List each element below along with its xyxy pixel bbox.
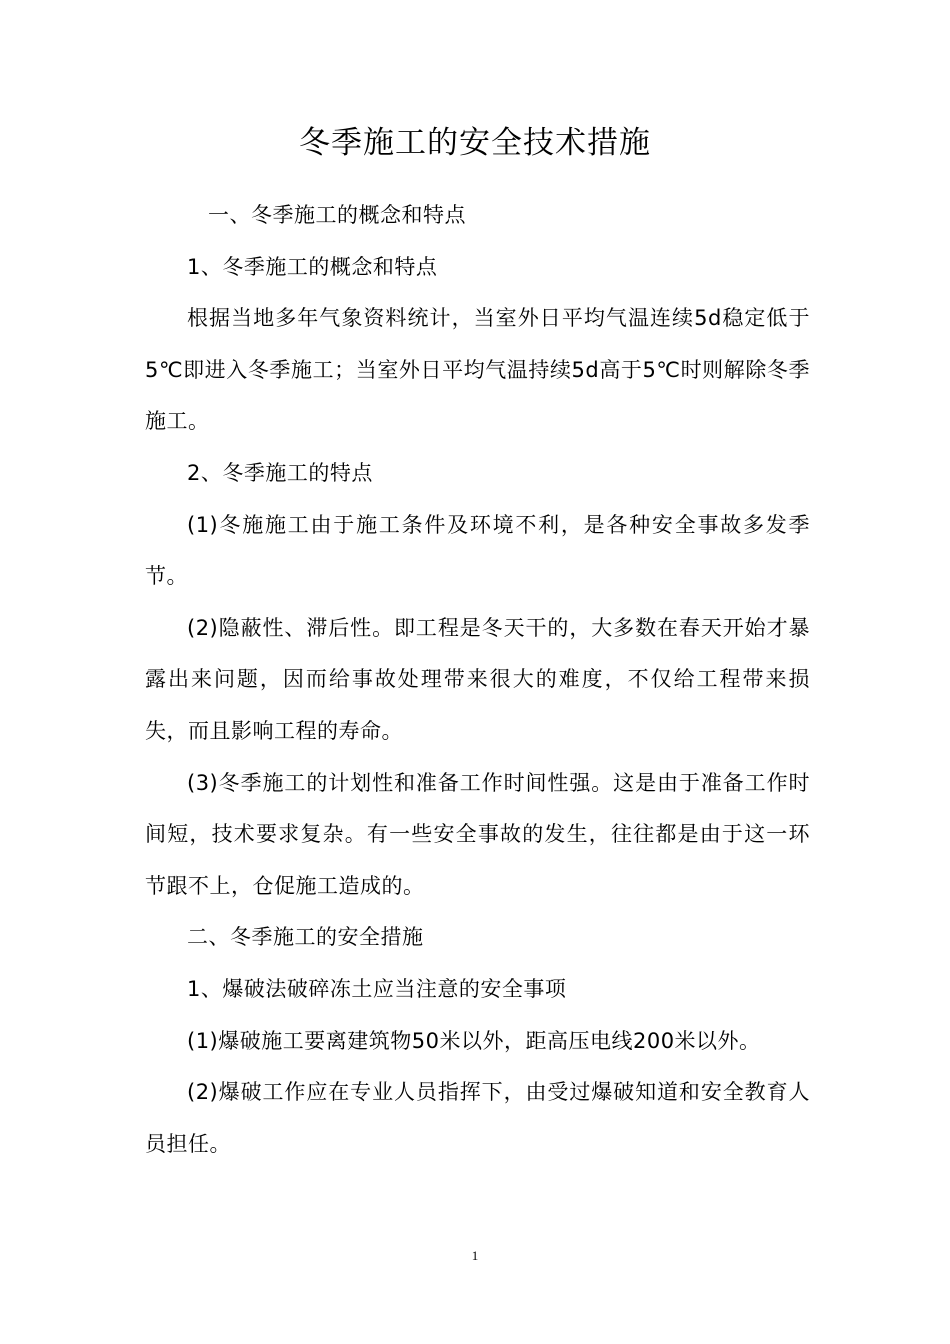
section-heading-2: 二、冬季施工的安全措施 [187, 925, 424, 950]
page-title: 冬季施工的安全技术措施 [299, 125, 651, 161]
paragraph-feature-1: (1)冬施施工由于施工条件及环境不利，是各种安全事故多发季节。 [145, 512, 810, 589]
paragraph-feature-2: (2)隐蔽性、滞后性。即工程是冬天干的，大多数在春天开始才暴露出来问题，因而给事故处理带来很大的难度，不仅给工程带来损失，而且影响工程的寿命。 [145, 615, 810, 743]
paragraph-blasting-2: (2)爆破工作应在专业人员指挥下，由受过爆破知道和安全教育人员担任。 [145, 1080, 810, 1156]
subsection-heading-1-1: 1、冬季施工的概念和特点 [187, 254, 438, 279]
subsection-heading-2-1: 1、爆破法破碎冻土应当注意的安全事项 [187, 976, 567, 1001]
subsection-heading-1-2: 2、冬季施工的特点 [187, 460, 373, 485]
section-heading-1: 一、冬季施工的概念和特点 [208, 203, 466, 227]
paragraph-feature-3: (3)冬季施工的计划性和准备工作时间性强。这是由于准备工作时间短，技术要求复杂。有一些安全事故的发生，往往都是由于这一环节跟不上，仓促施工造成的。 [145, 770, 810, 898]
page-number: 1 [471, 1248, 479, 1263]
document-body [145, 190, 810, 1170]
paragraph-blasting-1: (1)爆破施工要离建筑物50米以外，距高压电线200米以外。 [187, 1028, 761, 1053]
paragraph-definition: 根据当地多年气象资料统计，当室外日平均气温连续5d稳定低于5℃即进入冬季施工；当室外日平均气温持续5d高于5℃时则解除冬季施工。 [145, 306, 810, 434]
